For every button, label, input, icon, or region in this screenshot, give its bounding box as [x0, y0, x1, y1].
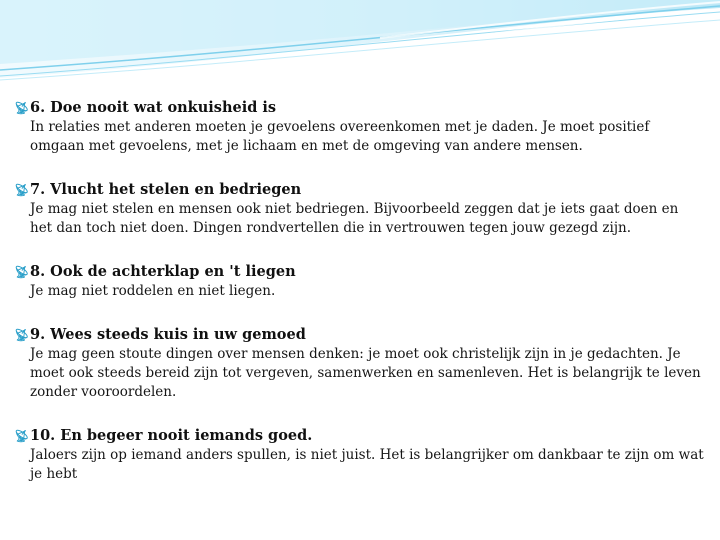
item-heading [14, 180, 704, 200]
item-heading [14, 426, 704, 446]
item-body-text: Je mag niet roddelen en niet liegen. [30, 283, 276, 299]
item-title-text: 8. Ook de achterklap en 't liegen [30, 263, 296, 280]
satellite-dish-icon: 📡︎ [14, 101, 30, 115]
item-heading [14, 98, 704, 118]
item-heading [14, 262, 704, 282]
item-body-text: Je mag niet stelen en mensen ook niet bedriegen. Bijvoorbeeld zeggen dat je iets gaat doen en het dan toch niet doen. Dingen rondvertellen die in vertrouwen tegen jouw gezegd zijn. [30, 201, 679, 236]
list-item [14, 98, 704, 156]
list-item [14, 262, 704, 301]
list-item [14, 426, 704, 484]
list-item [14, 325, 704, 402]
item-title-text: 6. Doe nooit wat onkuisheid is [30, 99, 277, 116]
satellite-dish-icon: 📡︎ [14, 183, 30, 197]
item-title-text: 10. En begeer nooit iemands goed. [30, 427, 313, 444]
content-list [14, 98, 704, 508]
item-title-text: 9. Wees steeds kuis in uw gemoed [30, 326, 306, 343]
satellite-dish-icon: 📡︎ [14, 429, 30, 443]
satellite-dish-icon: 📡︎ [14, 328, 30, 342]
item-body-text: Je mag geen stoute dingen over mensen denken: je moet ook christelijk zijn in je gedachten. Je moet ook steeds bereid zijn tot vergeven, samenwerken en samenleven. Het is belangrijk te leven zonder vooroordelen. [30, 346, 701, 400]
item-body-text: In relaties met anderen moeten je gevoelens overeenkomen met je daden. Je moet positief omgaan met gevoelens, met je lichaam en met de omgeving van andere mensen. [30, 119, 650, 154]
satellite-dish-icon: 📡︎ [14, 265, 30, 279]
header-wave-decoration [0, 0, 720, 82]
list-item [14, 180, 704, 238]
item-body-text: Jaloers zijn op iemand anders spullen, is niet juist. Het is belangrijker om dankbaar te zijn om wat je hebt [30, 447, 704, 482]
item-heading [14, 325, 704, 345]
item-title-text: 7. Vlucht het stelen en bedriegen [30, 181, 302, 198]
